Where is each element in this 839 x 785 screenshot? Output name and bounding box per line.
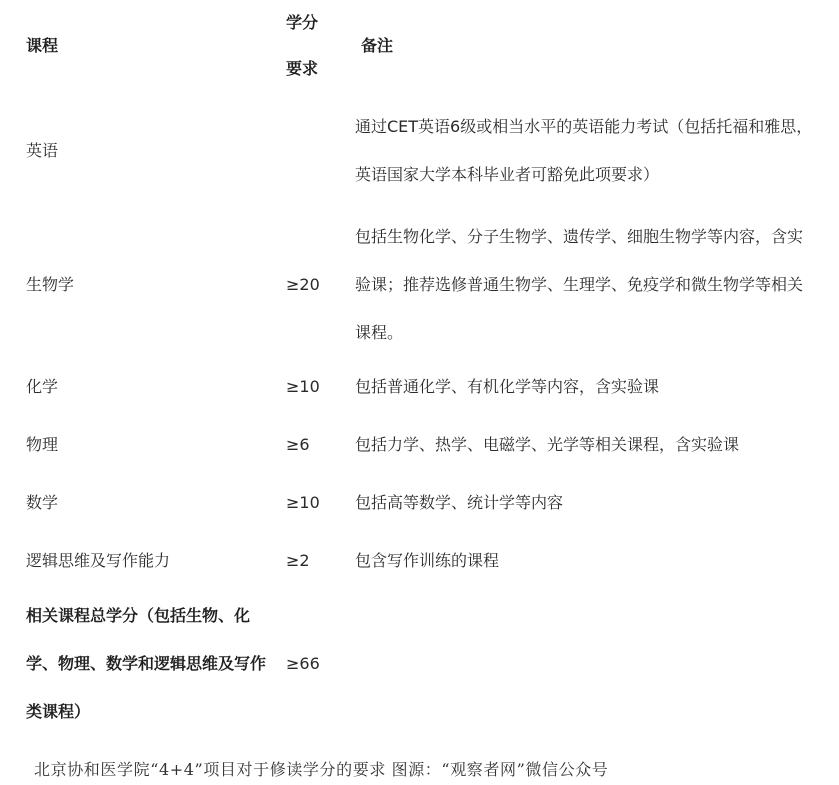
table-row — [14, 530, 824, 592]
credit-value: ≥6 — [286, 435, 310, 454]
total-course-note — [349, 592, 824, 736]
credit-value — [276, 92, 349, 210]
course-note: 包括力学、热学、电磁学、光学等相关课程，含实验课 — [355, 435, 740, 454]
credit-requirements-table — [14, 0, 824, 736]
image-caption: 北京协和医学院“4+4”项目对于修读学分的要求 图源：“观察者网”微信公众号 — [34, 760, 609, 779]
header-note: 备注 — [361, 36, 394, 55]
course-name: 数学 — [26, 493, 59, 512]
course-name: 英语 — [26, 141, 59, 160]
table-row — [14, 210, 824, 360]
course-note: 包含写作训练的课程 — [355, 551, 500, 570]
header-credit-text: 学分要求 — [286, 13, 319, 78]
course-note: 包括生物化学、分子生物学、遗传学、细胞生物学等内容，含实验课；推荐选修普通生物学、生理学、免疫学和微生物学等相关课程。 — [355, 227, 804, 342]
total-course-name: 相关课程总学分（包括生物、化学、物理、数学和逻辑思维及写作类课程） — [26, 606, 267, 721]
table-row — [14, 414, 824, 476]
table-row-total — [14, 592, 824, 736]
credit-value: ≥20 — [286, 275, 320, 294]
credit-value: ≥10 — [286, 377, 320, 396]
course-name: 化学 — [26, 377, 59, 396]
table-row — [14, 92, 824, 210]
course-name: 逻辑思维及写作能力 — [26, 551, 171, 570]
credit-value: ≥10 — [286, 493, 320, 512]
table-row — [14, 476, 824, 530]
course-name: 生物学 — [26, 275, 75, 294]
header-credit — [276, 0, 349, 92]
table-header-row — [14, 0, 824, 92]
course-note: 包括高等数学、统计学等内容 — [355, 493, 564, 512]
table-row — [14, 360, 824, 414]
course-note: 通过CET英语6级或相当水平的英语能力考试（包括托福和雅思，英语国家大学本科毕业者可豁免此项要求） — [355, 117, 813, 184]
header-course: 课程 — [26, 36, 59, 55]
total-credit-value: ≥66 — [286, 654, 320, 673]
credit-value: ≥2 — [286, 551, 310, 570]
course-note: 包括普通化学、有机化学等内容，含实验课 — [355, 377, 660, 396]
course-name: 物理 — [26, 435, 59, 454]
